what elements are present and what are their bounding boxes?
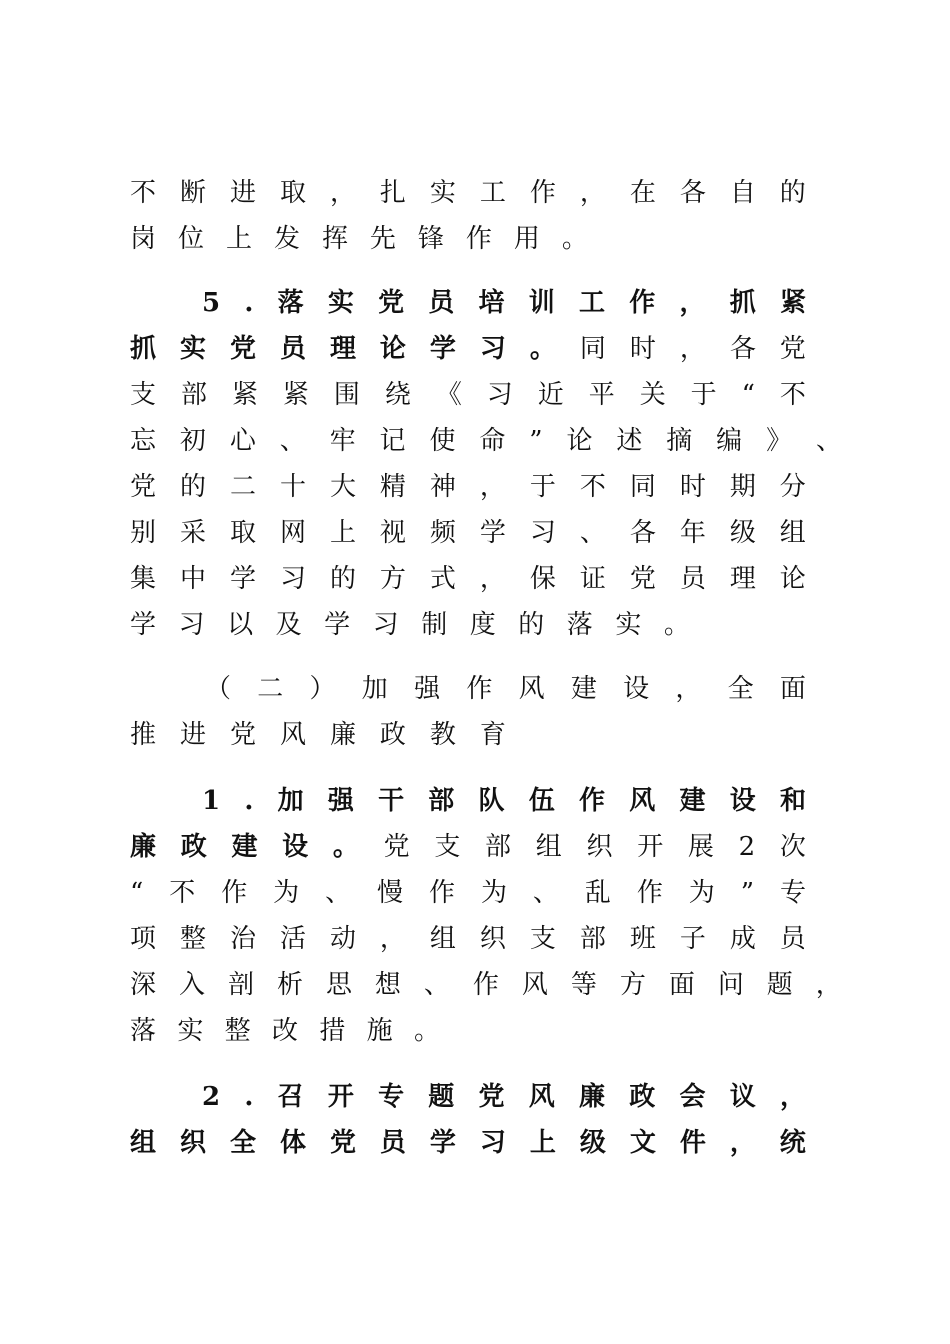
paragraph-line: 别 采 取 网 上 视 频 学 习 、 各 年 级 组	[130, 518, 806, 548]
subheading-line: 5 . 落 实 党 员 培 训 工 作 ， 抓 紧	[202, 288, 806, 318]
paragraph-line: 项 整 治 活 动 ， 组 织 支 部 班 子 成 员	[130, 924, 806, 954]
paragraph-line: 不 断 进 取 ， 扎 实 工 作 ， 在 各 自 的	[130, 178, 806, 208]
paragraph-line: 廉 政 建 设 。 党 支 部 组 织 开 展 2 次	[130, 832, 806, 862]
paragraph-line: 深 入 剖 析 思 想 、 作 风 等 方 面 问 题 ，	[130, 970, 842, 1000]
subheading-line: 2 . 召 开 专 题 党 风 廉 政 会 议 ，	[202, 1082, 806, 1112]
section-heading-line: 推 进 党 风 廉 政 教 育	[130, 720, 506, 750]
paragraph-line: 抓 实 党 员 理 论 学 习 。 同 时 ， 各 党	[130, 334, 806, 364]
paragraph-line: “ 不 作 为 、 慢 作 为 、 乱 作 为 ” 专	[130, 878, 806, 908]
subheading-line: 1 . 加 强 干 部 队 伍 作 风 建 设 和	[202, 786, 806, 816]
paragraph-line: 支 部 紧 紧 围 绕 《 习 近 平 关 于 “ 不	[130, 380, 806, 410]
subheading-line: 组 织 全 体 党 员 学 习 上 级 文 件 ， 统	[130, 1128, 806, 1158]
paragraph-line: 学 习 以 及 学 习 制 度 的 落 实 。	[130, 610, 690, 640]
paragraph-line: 忘 初 心 、 牢 记 使 命 ” 论 述 摘 编 》 、	[130, 426, 842, 456]
section-heading-line: （ 二 ） 加 强 作 风 建 设 ， 全 面	[205, 674, 806, 704]
paragraph-line: 落 实 整 改 措 施 。	[130, 1016, 440, 1046]
paragraph-line: 岗 位 上 发 挥 先 锋 作 用 。	[130, 224, 588, 254]
paragraph-line: 集 中 学 习 的 方 式 ， 保 证 党 员 理 论	[130, 564, 806, 594]
paragraph-line: 党 的 二 十 大 精 神 ， 于 不 同 时 期 分	[130, 472, 806, 502]
